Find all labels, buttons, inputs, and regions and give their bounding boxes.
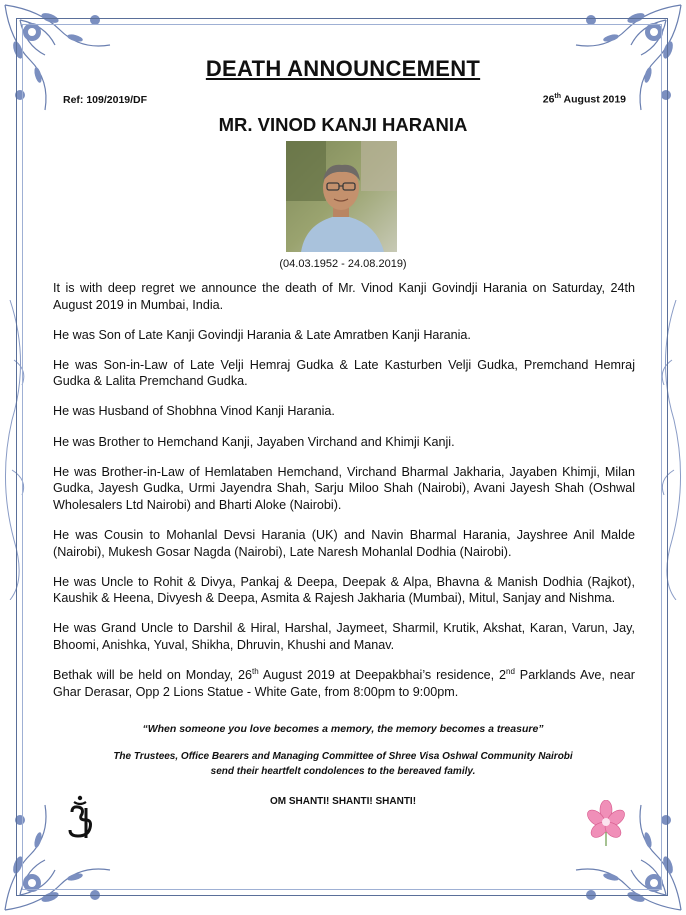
portrait-photo xyxy=(286,141,397,252)
paragraph-husband: He was Husband of Shobhna Vinod Kanji Harania. xyxy=(53,404,335,419)
deceased-name: MR. VINOD KANJI HARANIA xyxy=(218,114,468,135)
om-shanti: OM SHANTI! SHANTI! SHANTI! xyxy=(269,796,417,807)
bethak-text-2: August 2019 at Deepakbhai’s residence, 2 xyxy=(258,668,507,682)
paragraph-brother: He was Brother to Hemchand Kanji, Jayaben Virchand and Khimji Kanji. xyxy=(53,434,455,449)
condolence-line-1: The Trustees, Office Bearers and Managing Committee of Shree Visa Oshwal Community Nairobi xyxy=(113,751,573,762)
paragraph-son-of: He was Son of Late Kanji Govindji Harania & Late Amratben Kanji Harania. xyxy=(53,327,471,342)
bethak-text-1: Bethak will be held on Monday, 26 xyxy=(53,668,253,682)
bethak-text-3: Parklands Ave, near Ghar Derasar, Opp 2 Lions Statue - White Gate, from 8:00pm to 9:00pm. xyxy=(53,668,635,699)
paragraph-grand-uncle: He was Grand Uncle to Darshil & Hiral, Harshal, Jaymeet, Sharmil, Krutik, Akshat, Karan, Varun, Jay, Bhoomi, Anishka, Yuval, Shikha, Dhruvin, Khushi and Manav. xyxy=(53,621,635,652)
reference-number: Ref: 109/2019/DF xyxy=(63,94,148,106)
life-dates: (04.03.1952 - 24.08.2019) xyxy=(279,258,407,270)
jain-symbol-icon xyxy=(64,794,96,842)
paragraph-announcement: It is with deep regret we announce the death of Mr. Vinod Kanji Govindji Harania on Saturday, 24th August 2019 in Mumbai, India. xyxy=(53,281,635,312)
condolence-line-2: send their heartfelt condolences to the bereaved family. xyxy=(210,766,476,777)
paragraph-uncle: He was Uncle to Rohit & Divya, Pankaj & Deepa, Deepak & Alpa, Bhavna & Manish Dodhia (Rajkot), Kaushik & Heena, Divyesh & Deepa, Asmita & Rajesh Jakharia (Mumbai), Mitul, Sanjay and Nishma. xyxy=(53,574,635,606)
page-title: DEATH ANNOUNCEMENT xyxy=(205,56,481,81)
paragraph-son-in-law: He was Son-in-Law of Late Velji Hemraj Gudka & Late Kasturben Velji Gudka, Premchand Hemraj Gudka & Lalita Premchand Gudka. xyxy=(53,357,635,389)
bethak-sup-2: nd xyxy=(506,666,515,676)
date-rest: August 2019 xyxy=(561,93,626,106)
announcement-date xyxy=(543,93,626,106)
paragraph-brother-in-law: He was Brother-in-Law of Hemlataben Hemchand, Virchand Bharmal Jakharia, Jayaben Khimji, Milan Gudka, Jayesh Gudka, Urmi Jayendra Shah, Sarju Miloo Shah (Nairobi), Avani Jayesh Shah (Oshwal Wholesalers Ltd Nairobi) and Bharti Aloke (Nairobi). xyxy=(53,464,635,512)
memorial-quote: “When someone you love becomes a memory, the memory becomes a treasure” xyxy=(142,723,544,735)
date-day: 26 xyxy=(542,93,555,106)
condolence-message xyxy=(0,749,686,779)
lotus-flower-icon xyxy=(586,800,626,846)
date-suffix: th xyxy=(554,93,562,100)
announcement-body xyxy=(53,280,635,714)
paragraph-bethak xyxy=(53,667,635,700)
paragraph-cousin: He was Cousin to Mohanlal Devsi Harania (UK) and Navin Bharmal Harania, Jayshree Anil Malde (Nairobi), Mukesh Gosar Nagda (Nairobi), Late Naresh Mohanlal Dodhia (Nairobi). xyxy=(53,527,635,559)
bethak-sup-1: th xyxy=(252,666,259,676)
